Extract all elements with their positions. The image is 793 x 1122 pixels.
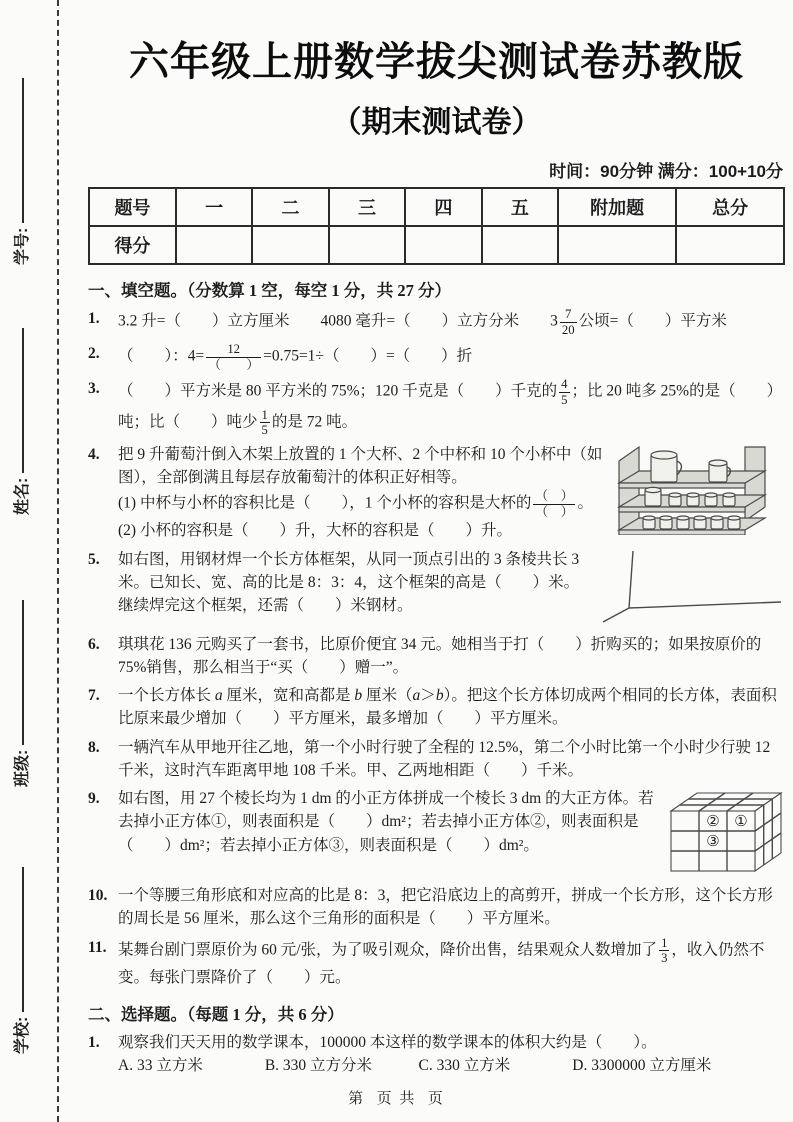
question-number: 5. xyxy=(88,550,100,568)
question-number: 1. xyxy=(88,310,100,327)
question-text: 某舞台剧门票原价为 60 元/张，为了吸引观众，降价出售，结果观众人数增加了 $\frac{1}{3}$ ，收入仍然不变。每张门票降价了（ ）元。 xyxy=(118,935,765,986)
score-table-header-cell: 总分 xyxy=(676,188,784,226)
section1-questions xyxy=(88,307,785,989)
class-field xyxy=(12,600,34,787)
question xyxy=(88,1031,785,1078)
section2-questions xyxy=(88,1031,785,1078)
question-text: 3.2 升=（ ）立方厘米 4080 毫升=（ ）立方分米 3 $\frac{7}{20}$ 公顷=（ ）平方米 xyxy=(118,307,727,337)
score-table-header-row xyxy=(89,188,784,226)
score-cell xyxy=(252,226,328,264)
question-number: 11. xyxy=(88,938,107,956)
question-number: 4. xyxy=(88,445,100,463)
main-content xyxy=(88,0,785,1122)
page-footer: 第 页 共 页 xyxy=(348,1091,445,1107)
question xyxy=(88,936,785,989)
class-label: 班级: xyxy=(14,749,31,787)
fraction: $\frac{12}{( )}$ xyxy=(208,342,260,372)
question-number: 1. xyxy=(88,1034,100,1052)
score-table-header-cell: 二 xyxy=(252,188,328,226)
score-table-header-cell: 题号 xyxy=(89,188,176,226)
question-text: 把 9 升葡萄汁倒入木架上放置的 1 个大杯、2 个中杯和 10 个小杯中（如图），全部倒满且每层存放葡萄汁的体积正好相等。 (1) 中杯与小杯的容积比是（ ），1 个小杯的容积是大杯的 $\frac{( )}{( )}$ 。 (2) 小杯的容积是（ ）升，大杯的容积是（ ）升。 xyxy=(118,443,785,543)
cuboid-corner-edges-figure xyxy=(599,548,785,624)
question-text: （ ）：4= $\frac{12}{( )}$ =0.75=1÷（ ）=（ ）折 xyxy=(118,342,473,372)
question-number: 10. xyxy=(88,887,108,905)
score-cell xyxy=(176,226,252,264)
student-id-field xyxy=(12,78,34,265)
question-number: 8. xyxy=(88,738,100,756)
3x3x3-cube-figure xyxy=(665,787,785,875)
question xyxy=(88,684,785,731)
cube-label-2: ② xyxy=(706,814,720,831)
question xyxy=(88,443,785,543)
score-table-header-cell: 一 xyxy=(176,188,252,226)
class-blank-line xyxy=(22,600,24,745)
school-blank-line xyxy=(22,867,24,1012)
question xyxy=(88,736,785,783)
cube-label-3: ③ xyxy=(706,834,720,851)
student-id-label: 学号: xyxy=(14,227,31,265)
school-field xyxy=(12,867,34,1054)
fraction: $\frac{1}{5}$ xyxy=(261,407,268,438)
fraction: $\frac{( )}{( )}$ xyxy=(535,489,574,519)
score-table xyxy=(88,187,785,265)
score-cell xyxy=(482,226,558,264)
score-cell xyxy=(676,226,784,264)
score-table-header-cell: 五 xyxy=(482,188,558,226)
page-subtitle: （期末测试卷） xyxy=(331,106,542,139)
page-title: 六年级上册数学拔尖测试卷苏教版 xyxy=(129,40,744,84)
question xyxy=(88,307,785,337)
question-text: （ ）平方米是 80 平方米的 75%；120 千克是（ ）千克的 $\frac{4}{5}$ ；比 20 吨多 25%的是（ ）吨；比（ ）吨少 $\frac{1}{5}$ 的是 72 吨。 xyxy=(118,377,783,438)
question-text: 观察我们天天用的数学课本，100000 本这样的数学课本的体积大约是（ ）。 A. 33 立方米 B. 330 立方分米 C. 330 立方米 D. 3300000 立方厘米 xyxy=(118,1034,712,1075)
fraction: $\frac{1}{3}$ xyxy=(661,935,668,966)
score-table-header-cell: 附加题 xyxy=(558,188,676,226)
score-table-header-cell: 三 xyxy=(329,188,405,226)
score-row-label: 得分 xyxy=(89,226,176,264)
student-info-margin xyxy=(0,0,59,1122)
score-table-score-row xyxy=(89,226,784,264)
score-table-header-cell: 四 xyxy=(405,188,481,226)
question xyxy=(88,342,785,372)
question xyxy=(88,787,785,879)
student-name-field xyxy=(12,328,34,515)
cube-label-1: ① xyxy=(734,814,748,831)
question-text: 如右图，用钢材焊一个长方体框架，从同一顶点引出的 3 条棱共长 3 米。已知长、宽、高的比是 8：3：4，这个框架的高是（ ）米。继续焊完这个框架，还需（ ）米钢材。 xyxy=(118,548,785,628)
question-number: 3. xyxy=(88,380,100,398)
section1-heading: 一、填空题。（分数算 1 空，每空 1 分，共 27 分） xyxy=(88,281,451,300)
student-id-blank-line xyxy=(22,78,24,223)
question xyxy=(88,377,785,437)
cups-shelf-figure xyxy=(617,443,785,535)
question-text: ② ① ③ 如右图，用 27 个棱长均为 1 dm 的小正方体拼成一个棱长 3 dm 的大正方体。若去掉小正方体①，则表面积是（ ）dm²；若去掉小正方体②，则表面积是（ ）dm²；若去掉小正方体③，则表面积是（ ）dm²。 xyxy=(118,787,785,879)
question-number: 2. xyxy=(88,345,100,363)
question-number: 9. xyxy=(88,790,100,808)
question-number: 6. xyxy=(88,635,100,653)
score-cell xyxy=(405,226,481,264)
time-and-score-info: 时间：90分钟 满分：100+10分 xyxy=(549,162,783,181)
question-text: 一个长方体长 a 厘米，宽和高都是 b 厘米（a＞b）。把这个长方体切成两个相同的长方体，表面积比原来最少增加（ ）平方厘米，最多增加（ ）平方厘米。 xyxy=(118,687,777,728)
question xyxy=(88,633,785,680)
section2-heading: 二、选择题。（每题 1 分，共 6 分） xyxy=(88,1005,344,1025)
student-name-blank-line xyxy=(22,328,24,473)
school-label: 学校: xyxy=(14,1016,31,1054)
score-cell xyxy=(329,226,405,264)
score-cell xyxy=(558,226,676,264)
question-text: 琪琪花 136 元购买了一套书，比原价便宜 34 元。她相当于打（ ）折购买的；如果按原价的 75%销售，那么相当于“买（ ）赠一”。 xyxy=(118,635,762,676)
student-name-label: 姓名: xyxy=(14,477,31,515)
fraction: $\frac{7}{20}$ xyxy=(561,307,575,337)
question xyxy=(88,548,785,628)
question xyxy=(88,884,785,931)
fraction: $\frac{4}{5}$ xyxy=(561,377,568,407)
question-number: 7. xyxy=(88,687,100,705)
question-text: 一辆汽车从甲地开往乙地，第一个小时行驶了全程的 12.5%，第二个小时比第一个小时少行驶 12 千米，这时汽车距离甲地 108 千米。甲、乙两地相距（ ）千米。 xyxy=(118,738,771,779)
question-text: 一个等腰三角形底和对应高的比是 8：3，把它沿底边上的高剪开，拼成一个长方形，这个长方形的周长是 56 厘米，那么这个三角形的面积是（ ）平方厘米。 xyxy=(118,887,773,928)
